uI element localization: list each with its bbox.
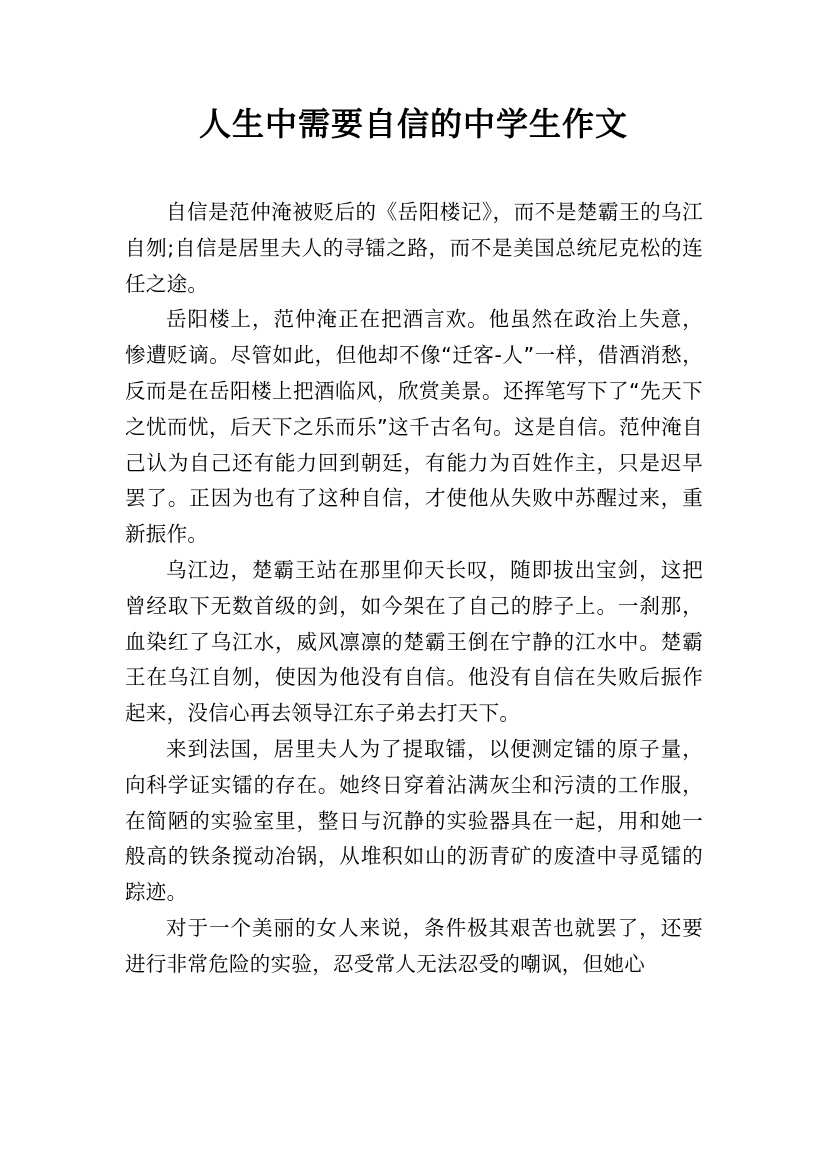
paragraph-1: 自信是范仲淹被贬后的《岳阳楼记》，而不是楚霸王的乌江自刎;自信是居里夫人的寻镭之路，而不是美国总统尼克松的连任之途。 xyxy=(125,200,703,296)
paragraph-5: 对于一个美丽的女人来说，条件极其艰苦也就罢了，还要进行非常危险的实验，忍受常人无法忍受的嘲讽，但她心 xyxy=(125,915,703,976)
document-title: 人生中需要自信的中学生作文 xyxy=(198,105,628,143)
paragraph-2: 岳阳楼上，范仲淹正在把酒言欢。他虽然在政治上失意，惨遭贬谪。尽管如此，但他却不像“迁客-人”一样，借酒消愁，反而是在岳阳楼上把酒临风，欣赏美景。还挥笔写下了“先天下之忧而忧，后天下之乐而乐”这千古名句。这是自信。范仲淹自己认为自己还有能力回到朝廷，有能力为百姓作主，只是迟早罢了。正因为也有了这种自信，才使他从失败中苏醒过来，重新振作。 xyxy=(125,307,703,547)
paragraph-4: 来到法国，居里夫人为了提取镭，以便测定镭的原子量，向科学证实镭的存在。她终日穿着沾满灰尘和污渍的工作服，在简陋的实验室里，整日与沉静的实验器具在一起，用和她一般高的铁条搅动冶锅，从堆积如山的沥青矿的废渣中寻觅镭的踪迹。 xyxy=(125,736,703,905)
paragraph-3: 乌江边，楚霸王站在那里仰天长叹，随即拔出宝剑，这把曾经取下无数首级的剑，如今架在了自己的脖子上。一刹那，血染红了乌江水，威风凛凛的楚霸王倒在宁静的江水中。楚霸王在乌江自刎，使因为他没有自信。他没有自信在失败后振作起来，没信心再去领导江东子弟去打天下。 xyxy=(125,557,703,726)
document-body xyxy=(125,195,703,983)
